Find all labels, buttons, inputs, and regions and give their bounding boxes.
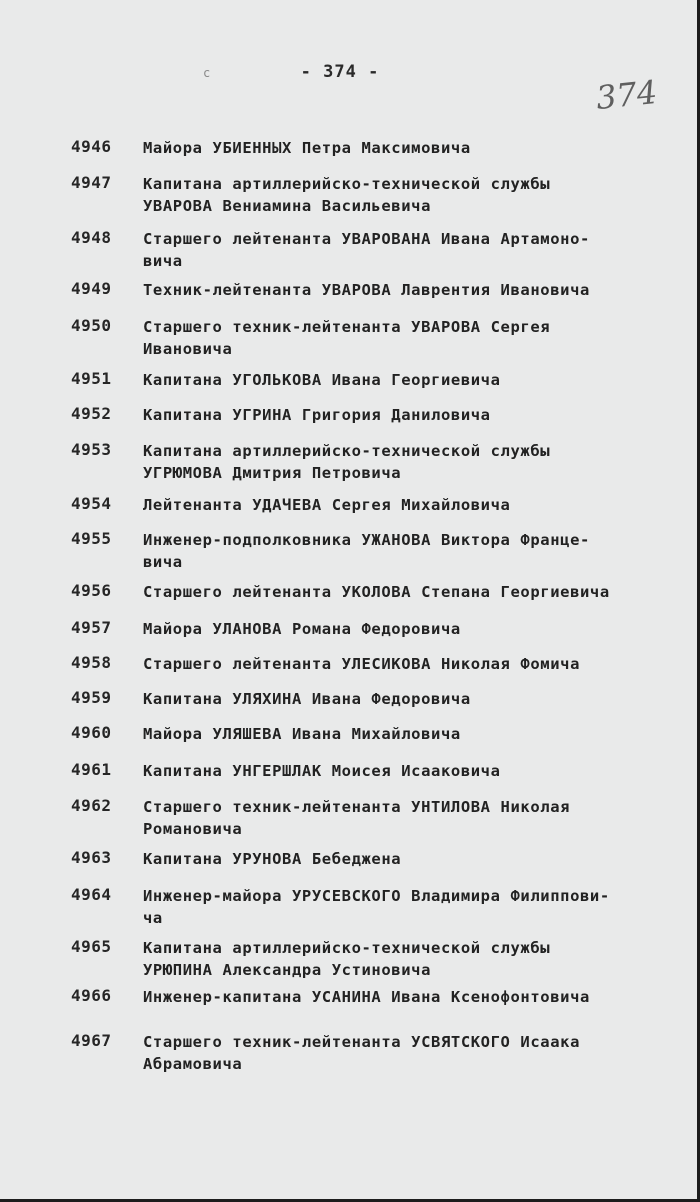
entry-number: 4948 [71,228,112,247]
entry-text: Техник-лейтенанта УВАРОВА Лаврентия Ивановича [143,281,590,299]
corner-mark: с [203,66,211,80]
entry-number: 4967 [71,1031,112,1050]
entry-number: 4955 [71,529,112,548]
entry-number: 4949 [71,279,112,298]
entry-number: 4961 [71,760,112,779]
entry-number: 4960 [71,723,112,742]
entry-number: 4957 [71,618,112,637]
entry-text: Капитана УРУНОВА Бебеджена [143,850,402,868]
entry-number: 4947 [71,173,112,192]
entry-number: 4953 [71,440,112,459]
entry-number: 4958 [71,653,112,672]
entry-text: Инженер-майора УРУСЕВСКОГО Владимира Филиппови- ча [143,887,610,927]
entry-text: Капитана артиллерийско-технической службы УВАРОВА Вениамина Васильевича [143,175,551,215]
entry-number: 4959 [71,688,112,707]
entry-text: Старшего техник-лейтенанта УСВЯТСКОГО Исаака Абрамовича [143,1033,580,1073]
entry-text: Старшего лейтенанта УЛЕСИКОВА Николая Фомича [143,655,580,673]
entry-text: Капитана УЛЯХИНА Ивана Федоровича [143,690,471,708]
entry-text: Старшего техник-лейтенанта УНТИЛОВА Николая Романовича [143,798,571,838]
entry-text: Капитана УНГЕРШЛАК Моисея Исааковича [143,762,501,780]
entry-text: Майора УЛЯШЕВА Ивана Михайловича [143,725,461,743]
entry-text: Капитана УГРИНА Григория Даниловича [143,406,491,424]
entry-number: 4952 [71,404,112,423]
entry-text: Старшего лейтенанта УКОЛОВА Степана Георгиевича [143,583,610,601]
entry-number: 4954 [71,494,112,513]
entry-number: 4962 [71,796,112,815]
entry-text: Капитана артиллерийско-технической службы УРЮПИНА Александра Устиновича [143,939,551,979]
entry-text: Старшего техник-лейтенанта УВАРОВА Сергея Ивановича [143,318,551,358]
entry-text: Майора УЛАНОВА Романа Федоровича [143,620,461,638]
entry-number: 4963 [71,848,112,867]
entry-text: Лейтенанта УДАЧЕВА Сергея Михайловича [143,496,511,514]
entry-number: 4966 [71,986,112,1005]
entry-number: 4950 [71,316,112,335]
entry-text: Инженер-подполковника УЖАНОВА Виктора Франце- вича [143,531,590,571]
entry-number: 4946 [71,137,112,156]
handwritten-folio-number: 374 [594,72,659,118]
entry-text: Майора УБИЕННЫХ Петра Максимовича [143,139,471,157]
page-number: - 374 - [300,62,380,82]
entry-text: Капитана артиллерийско-технической службы УГРЮМОВА Дмитрия Петровича [143,442,551,482]
entry-number: 4964 [71,885,112,904]
entry-text: Старшего лейтенанта УВАРОВАНА Ивана Артамоно- вича [143,230,590,270]
entry-number: 4965 [71,937,112,956]
entry-number: 4956 [71,581,112,600]
entry-number: 4951 [71,369,112,388]
entry-text: Инженер-капитана УСАНИНА Ивана Ксенофонтовича [143,988,590,1006]
entry-text: Капитана УГОЛЬКОВА Ивана Георгиевича [143,371,501,389]
